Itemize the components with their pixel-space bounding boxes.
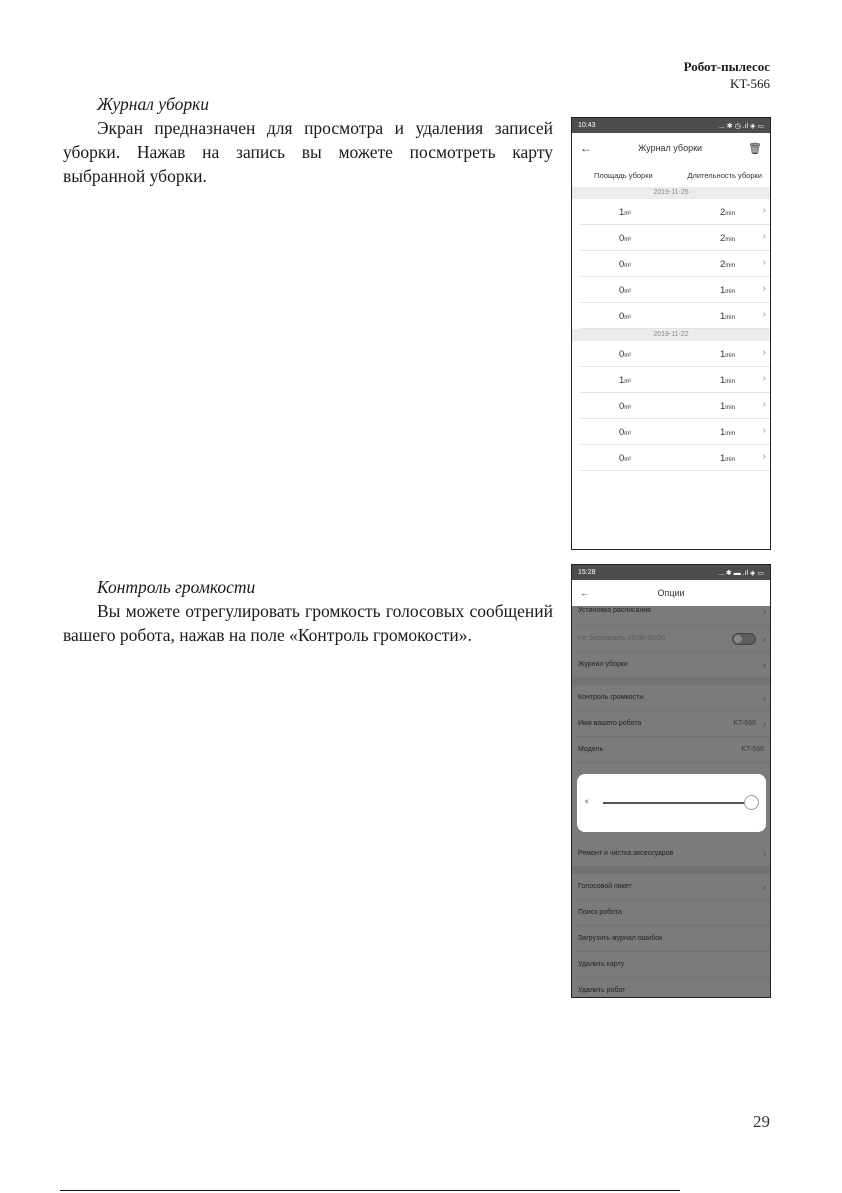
option-label: Журнал уборки (578, 661, 628, 668)
record-duration: 1min (720, 349, 735, 360)
record-area: 0m² (619, 349, 632, 360)
log-record-row[interactable] (581, 225, 770, 251)
option-row[interactable] (572, 900, 770, 926)
record-area: 0m² (619, 285, 632, 296)
record-area: 0m² (619, 311, 632, 322)
page-number: 29 (753, 1112, 770, 1131)
record-duration: 1min (720, 401, 735, 412)
log-record-row[interactable] (581, 393, 770, 419)
cleaning-log-screenshot (571, 117, 771, 550)
date-header: 2019-11-25 (572, 187, 770, 199)
log-record-row[interactable] (581, 445, 770, 471)
chevron-right-icon: › (762, 347, 766, 358)
header-product: Робот-пылесос (683, 59, 770, 74)
record-duration: 1min (720, 311, 735, 322)
record-area: 0m² (619, 233, 632, 244)
record-duration: 1min (720, 375, 735, 386)
record-duration: 2min (720, 259, 735, 270)
record-duration: 2min (720, 233, 735, 244)
volume-slider-track[interactable] (603, 802, 748, 804)
screen-title: Журнал уборки (637, 143, 703, 153)
chevron-right-icon: › (762, 231, 766, 242)
option-row[interactable] (572, 841, 770, 867)
chevron-right-icon: › (762, 373, 766, 384)
record-area: 1m² (619, 207, 632, 218)
nav-bar (572, 133, 770, 163)
option-value: KT-566 (733, 720, 756, 727)
volume-slider-handle[interactable] (744, 795, 759, 810)
option-row[interactable] (572, 978, 770, 998)
section-title: Контроль громкости (97, 577, 256, 597)
chevron-right-icon: › (762, 205, 766, 216)
chevron-right-icon: › (763, 634, 766, 644)
option-label: Удалить робот (578, 987, 626, 994)
header-model: KT-566 (730, 76, 770, 91)
option-row[interactable] (572, 874, 770, 900)
status-time: 10:43 (578, 122, 596, 129)
options-screenshot (571, 564, 771, 998)
chevron-right-icon: › (762, 309, 766, 320)
option-label: Модель (578, 746, 604, 753)
chevron-right-icon: › (762, 451, 766, 462)
section-title: Журнал уборки (97, 94, 210, 114)
option-label: Не беспокоить 00:00-00:00 (578, 635, 666, 642)
chevron-right-icon: › (762, 399, 766, 410)
option-label: Голосовой пакет (578, 883, 632, 890)
chevron-right-icon: › (762, 283, 766, 294)
footer-divider (60, 1190, 680, 1191)
option-label: Ремонт и чистка аксессуаров (578, 850, 674, 857)
option-row[interactable] (572, 685, 770, 711)
column-headers (572, 163, 770, 187)
section-cleaning-log (63, 92, 553, 188)
chevron-right-icon: › (763, 882, 766, 892)
log-record-row[interactable] (581, 199, 770, 225)
option-label: Загрузить журнал ошибок (578, 935, 663, 942)
chevron-right-icon: › (763, 606, 766, 616)
record-area: 0m² (619, 453, 632, 464)
option-value: KT-566 (741, 746, 764, 753)
chevron-right-icon: › (762, 425, 766, 436)
status-bar (572, 565, 770, 580)
section-gap (572, 867, 770, 874)
record-area: 1m² (619, 375, 632, 386)
record-duration: 1min (720, 427, 735, 438)
toggle-switch[interactable] (732, 633, 756, 645)
record-duration: 2min (720, 207, 735, 218)
option-row[interactable] (572, 737, 770, 763)
option-row[interactable] (572, 926, 770, 952)
col-area: Площадь уборки (594, 170, 653, 180)
volume-dialog (577, 774, 766, 832)
option-label: Имя вашего робота (578, 720, 642, 727)
section-gap (572, 678, 770, 685)
chevron-right-icon: › (763, 719, 766, 729)
chevron-right-icon: › (762, 257, 766, 268)
section-body: Вы можете отрегулировать громкость голосовых сообщений вашего робота, нажав на поле «Контроль громокости». (63, 601, 553, 645)
log-record-row[interactable] (581, 419, 770, 445)
option-row[interactable] (572, 652, 770, 678)
section-body: Экран предназначен для просмотра и удаления записей уборки. Нажав на запись вы можете посмотреть карту выбранной уборки. (63, 118, 553, 186)
chevron-right-icon: › (763, 693, 766, 703)
log-record-row[interactable] (581, 341, 770, 367)
chevron-right-icon: › (763, 660, 766, 670)
status-bar (572, 118, 770, 133)
back-arrow-icon[interactable]: ← (580, 141, 592, 155)
running-header (684, 58, 770, 92)
date-header: 2019-11-22 (572, 329, 770, 341)
nav-bar (572, 580, 770, 606)
chevron-right-icon: › (763, 849, 766, 859)
option-label: Удалить карту (578, 961, 625, 968)
option-row[interactable] (572, 952, 770, 978)
log-record-row[interactable] (581, 251, 770, 277)
option-label: Установка расписания (578, 607, 651, 614)
log-record-row[interactable] (581, 277, 770, 303)
option-row[interactable] (572, 626, 770, 652)
section-volume-control (63, 575, 553, 647)
col-duration: Длительность уборки (687, 170, 762, 180)
status-icons: ... ✱ ▬ .ıl ◈ ▭ (718, 569, 764, 577)
record-area: 0m² (619, 401, 632, 412)
status-icons: ... ✱ ◷ .ıl ◈ ▭ (719, 122, 764, 130)
option-row[interactable] (572, 711, 770, 737)
back-arrow-icon[interactable]: ← (580, 588, 589, 598)
log-list (572, 187, 770, 471)
status-time: 15:28 (578, 569, 596, 576)
option-label: Поиск робота (578, 909, 622, 916)
speaker-icon: 🔈︎ (585, 796, 591, 806)
log-record-row[interactable] (581, 367, 770, 393)
option-label: Контроль громкости (578, 694, 644, 701)
option-row[interactable] (572, 606, 770, 626)
record-area: 0m² (619, 259, 632, 270)
log-record-row[interactable] (581, 303, 770, 329)
record-duration: 1min (720, 285, 735, 296)
trash-icon[interactable]: 🗑︎ (748, 142, 762, 155)
record-area: 0m² (619, 427, 632, 438)
record-duration: 1min (720, 453, 735, 464)
screen-title: Опции (657, 588, 685, 598)
